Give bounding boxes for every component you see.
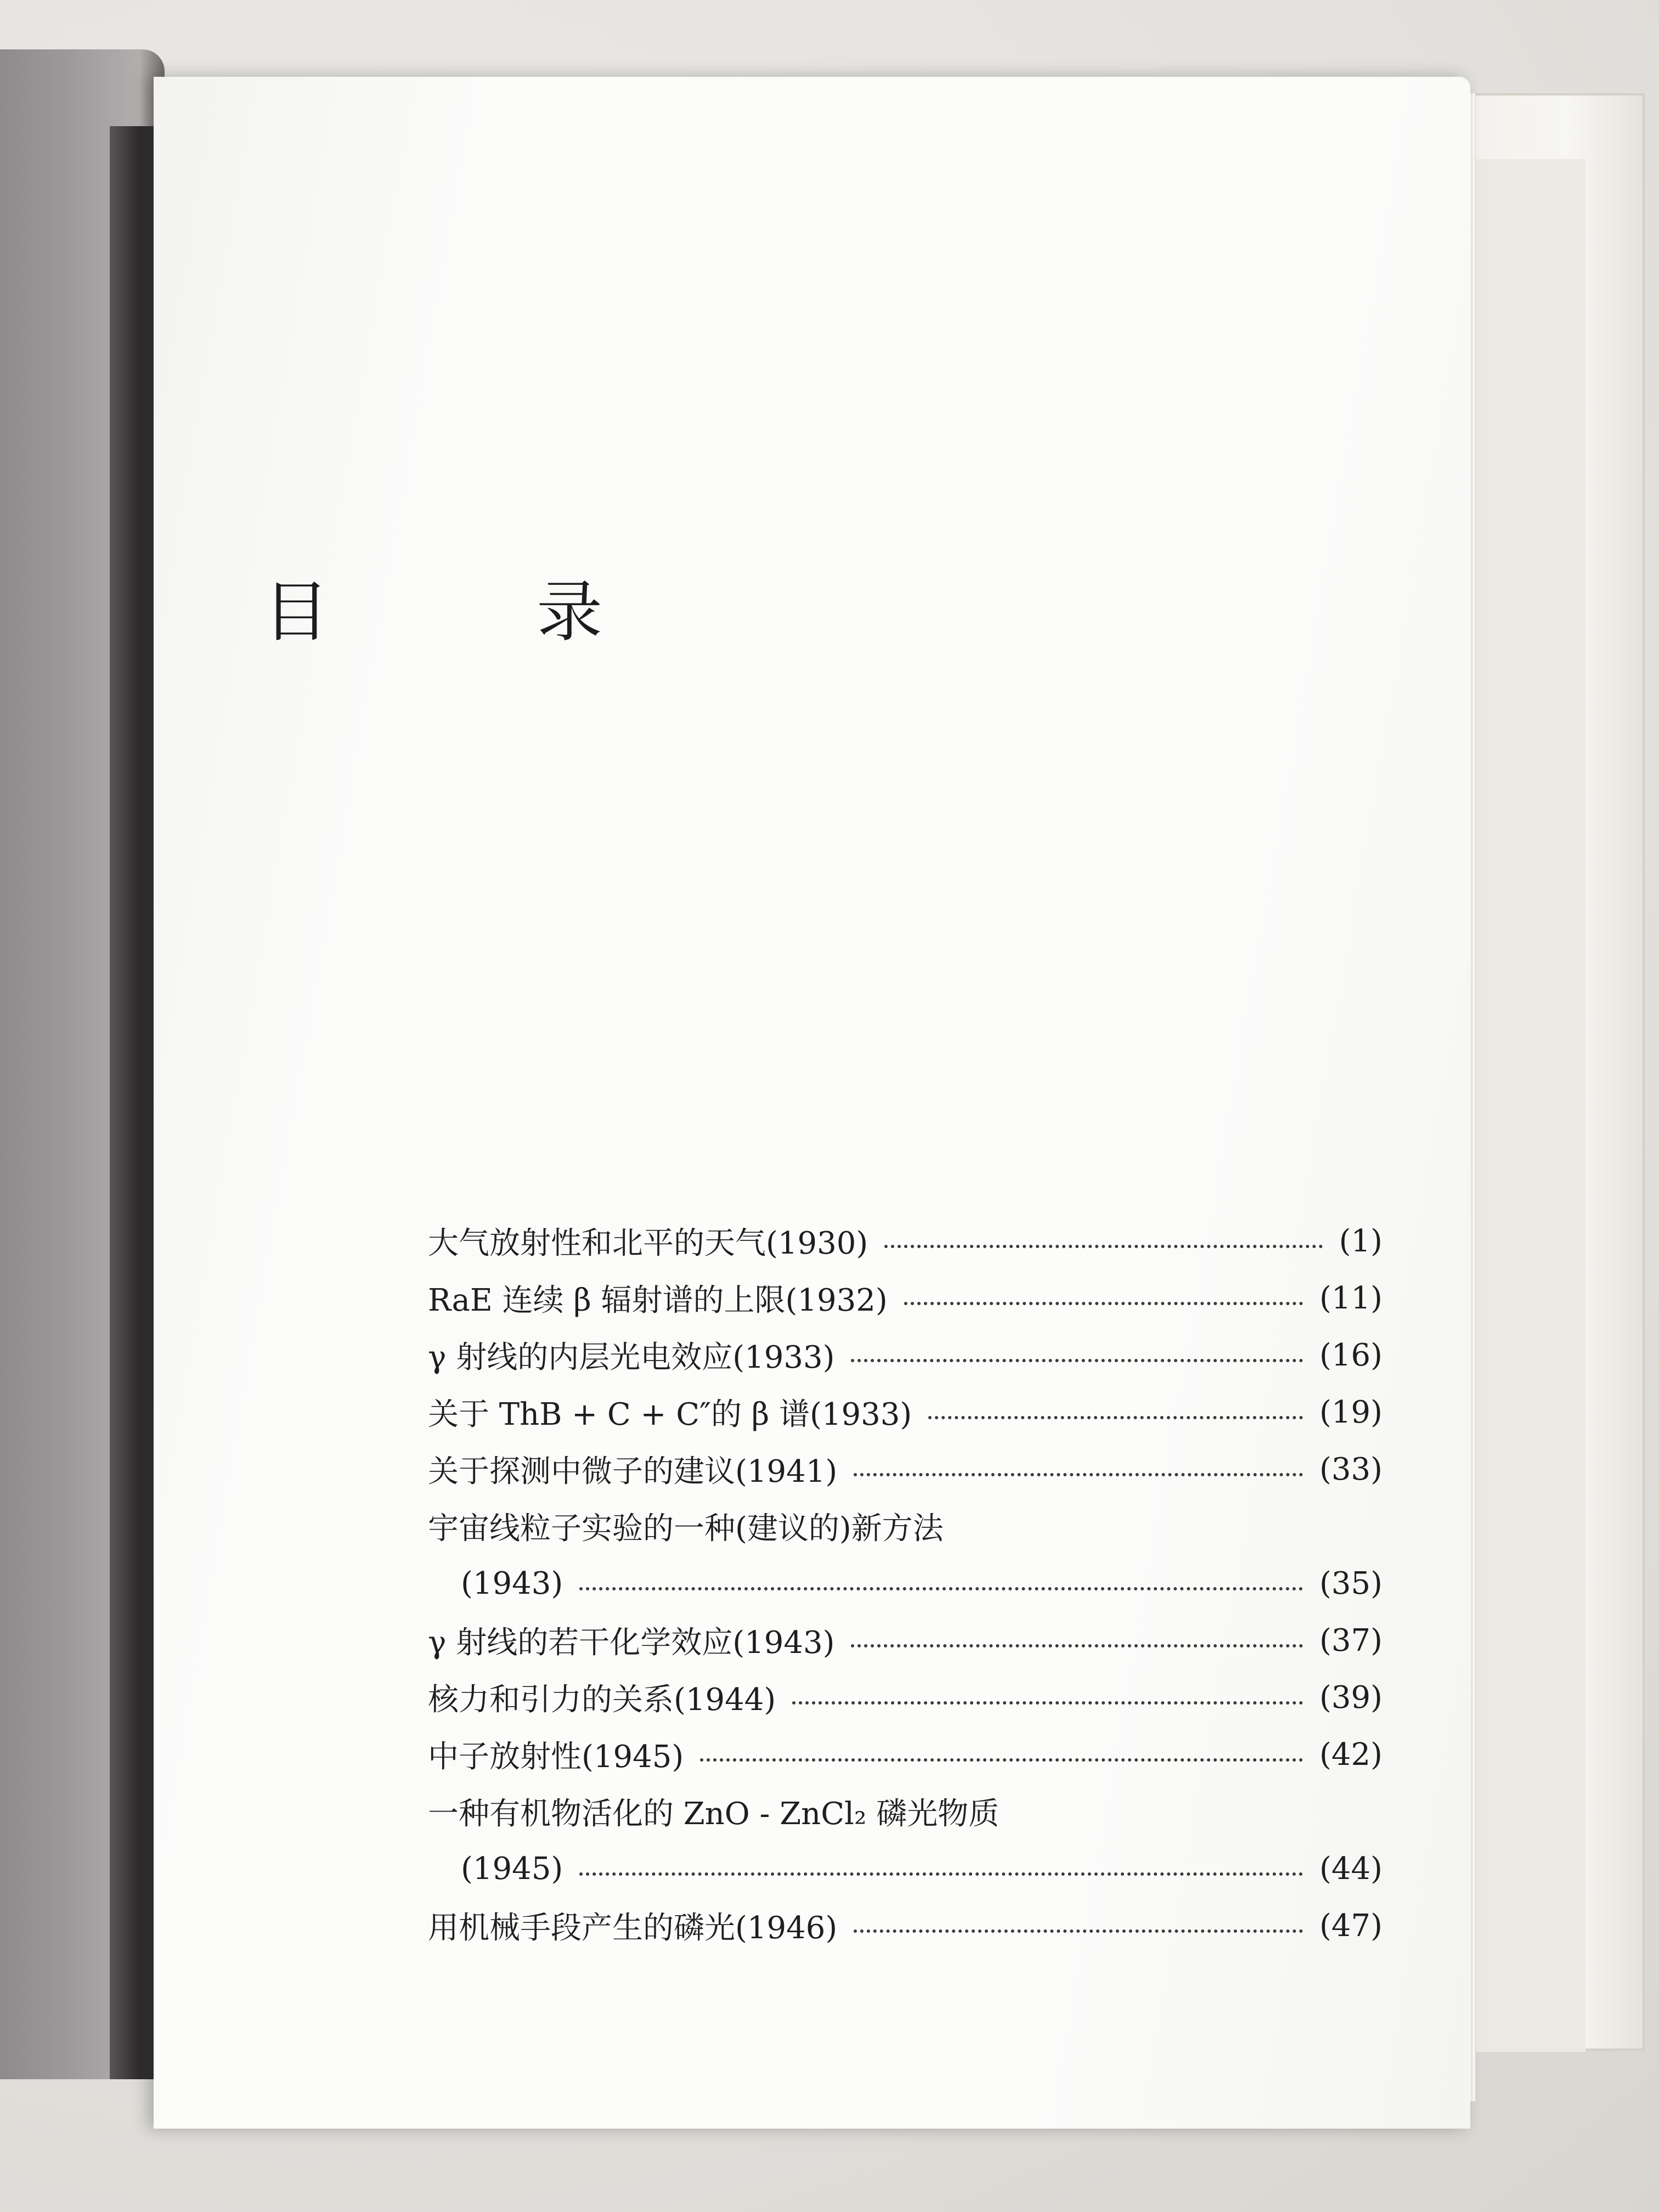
toc-entry-page: (16) <box>1319 1337 1383 1373</box>
toc-entry[interactable] <box>428 1783 1383 1840</box>
dot-leader <box>884 1245 1322 1248</box>
toc-entry[interactable] <box>428 1384 1383 1441</box>
toc-entry-title: 大气放射性和北平的天气(1930) <box>428 1226 868 1261</box>
toc-entry-continuation[interactable] <box>428 1840 1383 1897</box>
toc-entry-title: 关于 ThB + C + C″的 β 谱(1933) <box>428 1397 912 1432</box>
toc-entry-title: 关于探测中微子的建议(1941) <box>428 1454 838 1489</box>
toc-entry-title: 用机械手段产生的磷光(1946) <box>428 1910 838 1946</box>
toc-entry-title: γ 射线的内层光电效应(1933) <box>428 1340 835 1375</box>
dot-leader <box>904 1302 1303 1305</box>
toc-entry[interactable] <box>428 1669 1383 1726</box>
toc-entry-title: (1943) <box>461 1565 563 1601</box>
toc-entry-page: (11) <box>1319 1280 1383 1316</box>
toc-entry[interactable] <box>428 1441 1383 1498</box>
toc-entry-title: 一种有机物活化的 ZnO - ZnCl₂ 磷光物质 <box>428 1796 1000 1832</box>
toc-entry-page: (33) <box>1319 1451 1383 1487</box>
toc-heading: 目 录 <box>263 574 696 651</box>
toc-entry-title: 核力和引力的关系(1944) <box>428 1682 776 1718</box>
toc-entry-title: γ 射线的若干化学效应(1943) <box>428 1625 835 1661</box>
toc-entry[interactable] <box>428 1212 1383 1269</box>
dot-leader <box>851 1644 1303 1647</box>
toc-entry-page: (44) <box>1319 1850 1383 1887</box>
dot-leader <box>854 1473 1303 1476</box>
toc-entry-page: (19) <box>1319 1394 1383 1430</box>
dot-leader <box>579 1872 1303 1876</box>
toc-entry-title: RaE 连续 β 辐射谱的上限(1932) <box>428 1283 888 1318</box>
toc-entry-page: (1) <box>1339 1223 1383 1259</box>
dot-leader <box>851 1359 1303 1362</box>
book-page <box>154 77 1470 2129</box>
toc-entry-title: 中子放射性(1945) <box>428 1739 684 1775</box>
toc-entry[interactable] <box>428 1612 1383 1669</box>
hardcover-inner-edge <box>1476 159 1585 2052</box>
dot-leader <box>700 1758 1303 1762</box>
toc-entry[interactable] <box>428 1269 1383 1327</box>
dot-leader <box>792 1701 1303 1705</box>
table-of-contents <box>428 1212 1383 1954</box>
toc-entry[interactable] <box>428 1897 1383 1954</box>
toc-entry-page: (37) <box>1319 1622 1383 1658</box>
toc-entry[interactable] <box>428 1498 1383 1555</box>
dot-leader <box>579 1587 1303 1590</box>
toc-entry-page: (35) <box>1319 1565 1383 1601</box>
toc-entry-continuation[interactable] <box>428 1555 1383 1612</box>
toc-entry[interactable] <box>428 1726 1383 1783</box>
toc-entry-page: (42) <box>1319 1736 1383 1773</box>
toc-entry-title: 宇宙线粒子实验的一种(建议的)新方法 <box>428 1511 944 1547</box>
toc-entry-page: (39) <box>1319 1679 1383 1716</box>
dot-leader <box>928 1416 1303 1419</box>
toc-entry[interactable] <box>428 1327 1383 1384</box>
book-spine-shadow <box>110 126 159 2079</box>
toc-entry-title: (1945) <box>461 1850 563 1887</box>
dot-leader <box>854 1929 1303 1933</box>
toc-entry-page: (47) <box>1319 1908 1383 1944</box>
